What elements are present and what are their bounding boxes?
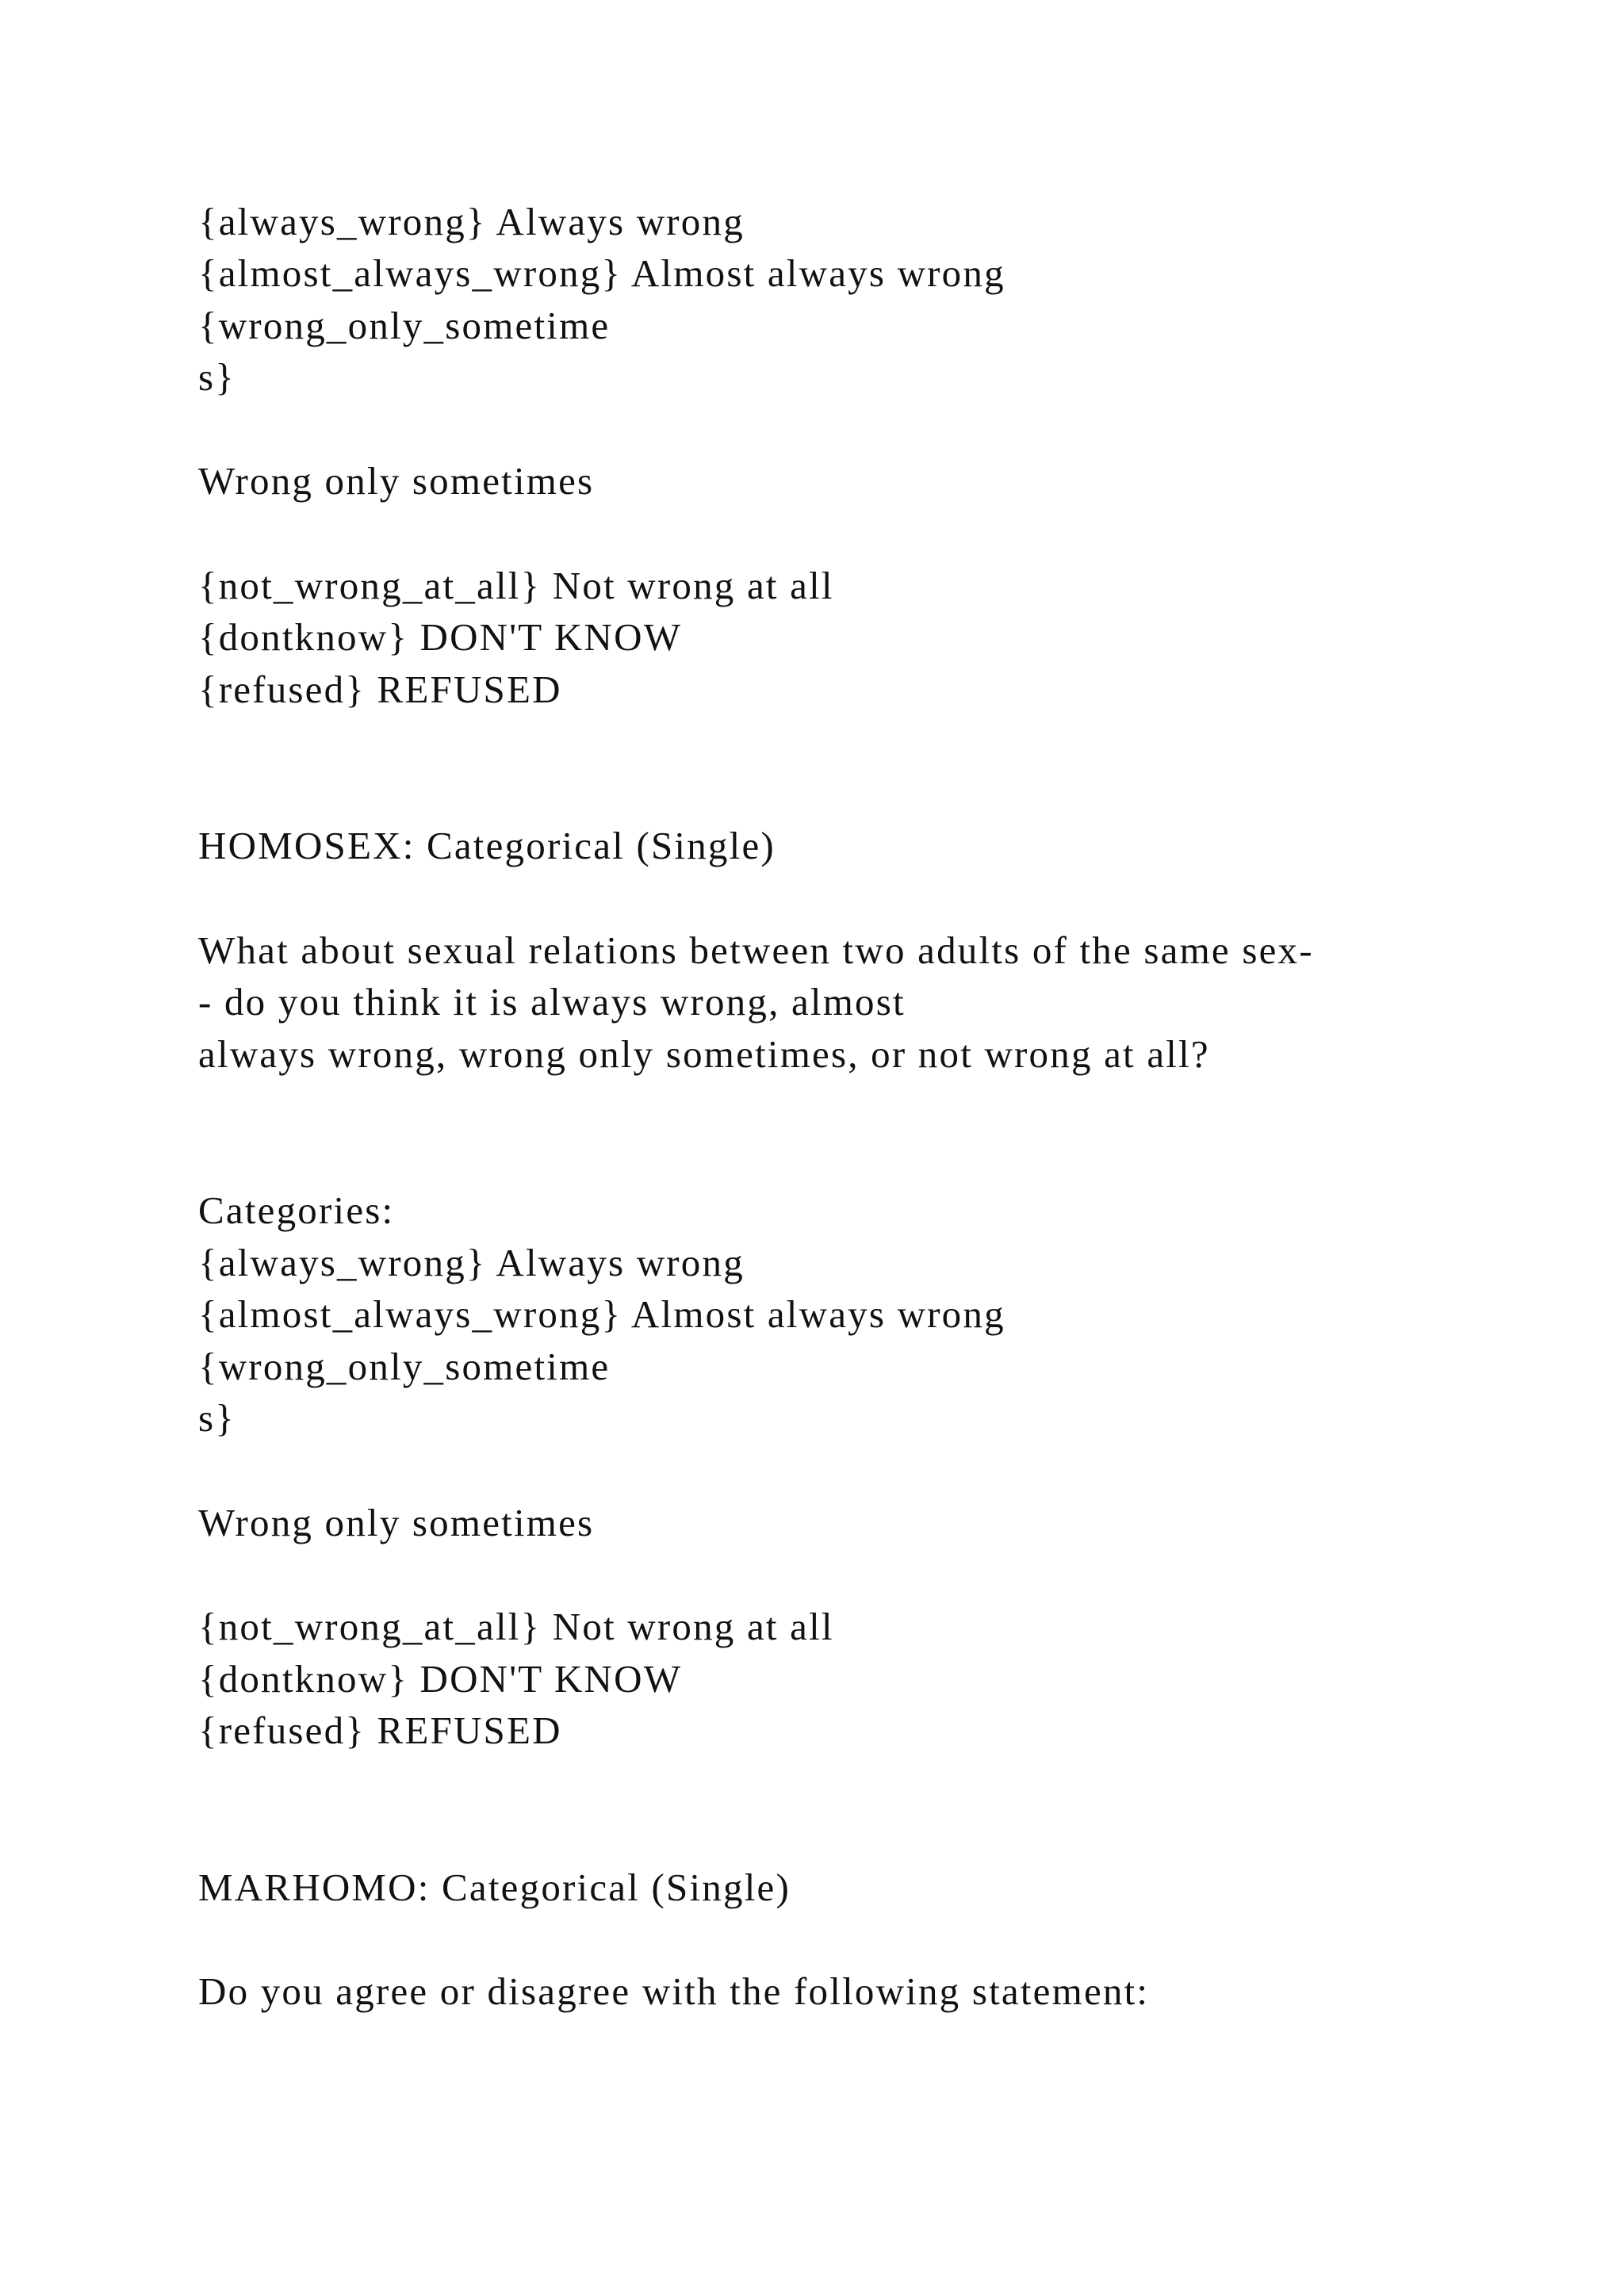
question-text-line-2: - do you think it is always wrong, almost: [198, 980, 906, 1024]
category-option-wrong-only-sometimes-key-part2: s}: [198, 355, 236, 399]
category-option-dont-know: {dontknow} DON'T KNOW: [198, 615, 683, 659]
category-option-wrong-only-sometimes-key-part1: {wrong_only_sometime: [198, 1345, 611, 1388]
question-text-line-1: Do you agree or disagree with the following statement:: [198, 1969, 1150, 2013]
category-option-wrong-only-sometimes-key-part1: {wrong_only_sometime: [198, 304, 611, 347]
category-option-always-wrong: {always_wrong} Always wrong: [198, 200, 745, 243]
category-option-not-wrong-at-all: {not_wrong_at_all} Not wrong at all: [198, 564, 834, 607]
question-text-line-1: What about sexual relations between two adults of the same sex-: [198, 928, 1314, 972]
category-option-always-wrong: {always_wrong} Always wrong: [198, 1241, 745, 1284]
category-option-wrong-only-sometimes-label: Wrong only sometimes: [198, 459, 595, 503]
categories-heading: Categories:: [198, 1188, 395, 1232]
category-option-refused: {refused} REFUSED: [198, 668, 562, 711]
category-option-dont-know: {dontknow} DON'T KNOW: [198, 1657, 683, 1701]
question-text-line-3: always wrong, wrong only sometimes, or not wrong at all?: [198, 1032, 1210, 1076]
category-option-not-wrong-at-all: {not_wrong_at_all} Not wrong at all: [198, 1605, 834, 1648]
category-option-wrong-only-sometimes-key-part2: s}: [198, 1396, 236, 1440]
category-option-almost-always-wrong: {almost_always_wrong} Almost always wrong: [198, 251, 1005, 295]
variable-heading-homosex: HOMOSEX: Categorical (Single): [198, 824, 776, 867]
category-option-wrong-only-sometimes-label: Wrong only sometimes: [198, 1501, 595, 1544]
category-option-refused: {refused} REFUSED: [198, 1709, 562, 1752]
category-option-almost-always-wrong: {almost_always_wrong} Almost always wrong: [198, 1292, 1005, 1336]
variable-heading-marhomo: MARHOMO: Categorical (Single): [198, 1866, 791, 1909]
